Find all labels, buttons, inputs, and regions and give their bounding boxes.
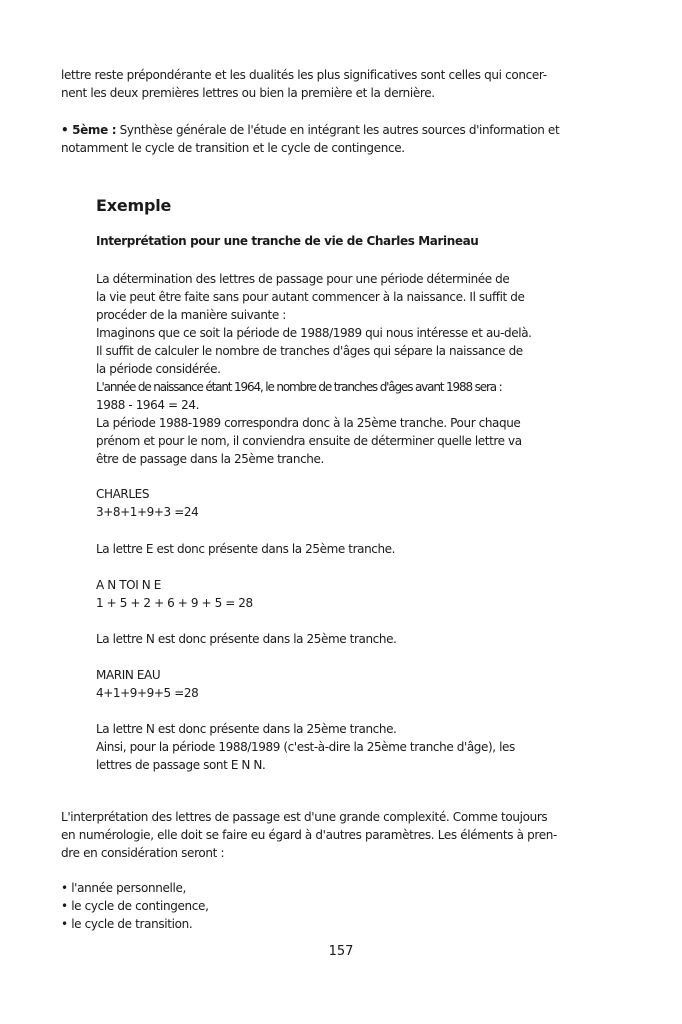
marineau-block: [96, 666, 566, 702]
step-5-paragraph: [61, 121, 599, 157]
antoine-name: A N TOI N E: [96, 578, 161, 592]
example-line: 1988 - 1964 = 24.: [96, 398, 200, 412]
example-line: La détermination des lettres de passage pour une période déterminée de: [96, 272, 510, 286]
conclusion-line: lettres de passage sont E N N.: [96, 758, 266, 772]
intro-paragraph: [61, 66, 599, 102]
example-line: Il suffit de calculer le nombre de tranches d'âges qui sépare la naissance de: [96, 344, 523, 358]
closing-line: dre en considération seront :: [61, 846, 225, 860]
marineau-name: MARIN EAU: [96, 668, 161, 682]
example-line: prénom et pour le nom, il conviendra ensuite de déterminer quelle lettre va: [96, 434, 522, 448]
marineau-calculation: 4+1+9+9+5 =28: [96, 686, 199, 700]
step-5-label: • 5ème :: [61, 123, 117, 137]
step-5-text: Synthèse générale de l'étude en intégrant les autres sources d'information et: [116, 123, 560, 137]
example-paragraph: [96, 270, 566, 468]
intro-line: lettre reste prépondérante et les dualités les plus significatives sont celles qui concer-: [61, 68, 547, 82]
bullet-list: [61, 879, 209, 933]
intro-line: nent les deux premières lettres ou bien la première et la dernière.: [61, 86, 435, 100]
conclusion-line: La lettre N est donc présente dans la 25ème tranche.: [96, 722, 397, 736]
antoine-result: La lettre N est donc présente dans la 25ème tranche.: [96, 632, 397, 646]
example-line: procéder de la manière suivante :: [96, 308, 286, 322]
example-line: La période 1988-1989 correspondra donc à la 25ème tranche. Pour chaque: [96, 416, 521, 430]
conclusion-line: Ainsi, pour la période 1988/1989 (c'est-à-dire la 25ème tranche d'âge), les: [96, 740, 515, 754]
bullet-item: • l'année personnelle,: [61, 881, 186, 895]
antoine-calculation: 1 + 5 + 2 + 6 + 9 + 5 = 28: [96, 596, 253, 610]
bullet-item: • le cycle de contingence,: [61, 899, 209, 913]
charles-block: [96, 485, 566, 521]
closing-line: en numérologie, elle doit se faire eu égard à d'autres paramètres. Les éléments à pren-: [61, 828, 557, 842]
example-line: L'année de naissance étant 1964, le nombre de tranches d'âges avant 1988 sera :: [96, 380, 502, 394]
conclusion-paragraph: [96, 720, 566, 774]
example-subheading: Interprétation pour une tranche de vie de Charles Marineau: [96, 234, 479, 248]
step-5-line: [61, 121, 599, 139]
example-line: la période considérée.: [96, 362, 221, 376]
closing-line: L'interprétation des lettres de passage est d'une grande complexité. Comme toujours: [61, 810, 548, 824]
example-line: être de passage dans la 25ème tranche.: [96, 452, 324, 466]
antoine-block: [96, 576, 566, 612]
charles-calculation: 3+8+1+9+3 =24: [96, 505, 199, 519]
charles-result: La lettre E est donc présente dans la 25ème tranche.: [96, 542, 396, 556]
example-line: Imaginons que ce soit la période de 1988/1989 qui nous intéresse et au-delà.: [96, 326, 532, 340]
step-5-line: notamment le cycle de transition et le cycle de contingence.: [61, 141, 405, 155]
page-number: 157: [328, 944, 354, 959]
charles-name: CHARLES: [96, 487, 150, 501]
example-line: la vie peut être faite sans pour autant commencer à la naissance. Il suffit de: [96, 290, 525, 304]
closing-paragraph: [61, 808, 599, 862]
example-heading: Exemple: [96, 196, 172, 215]
bullet-item: • le cycle de transition.: [61, 917, 193, 931]
